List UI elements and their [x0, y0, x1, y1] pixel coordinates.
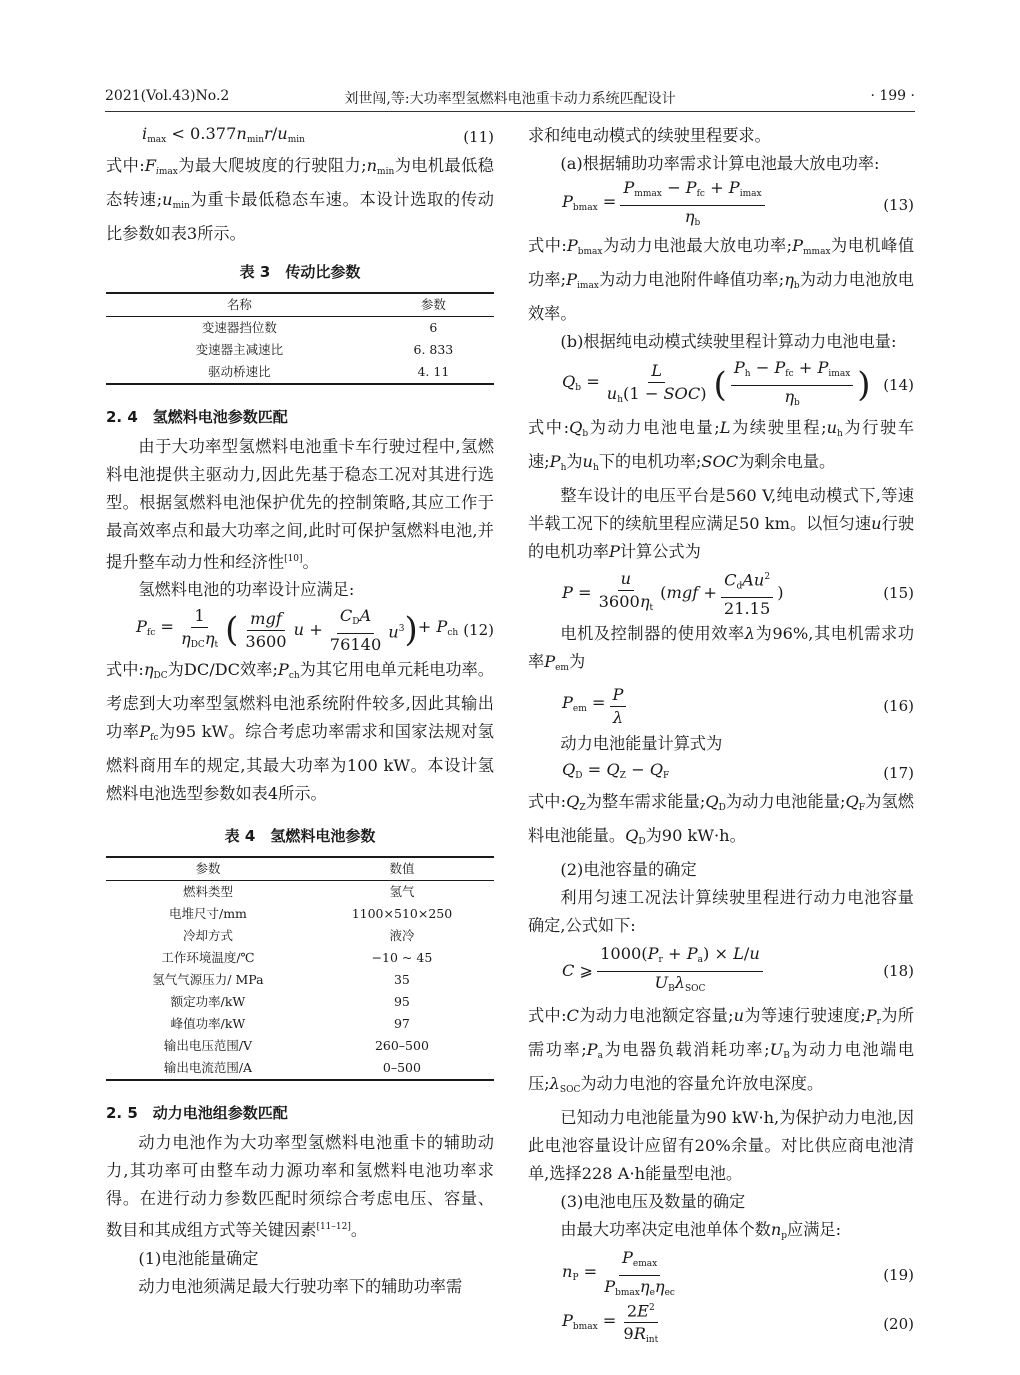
equation-15: P = $\frac{u}{3600\eta_t}$ (mgf + $\frac{C_dAu^2}{21.15}$ ) (15)	[562, 568, 914, 619]
table-cell: 驱动桥速比	[106, 361, 373, 384]
paragraph: 动力电池须满足最大行驶功率下的辅助功率需	[138, 1276, 463, 1296]
table-cell: 0–500	[310, 1057, 494, 1080]
paragraph: (a)根据辅助功率需求计算电池最大放电功率:	[560, 154, 880, 173]
table-row	[106, 925, 494, 947]
paragraph: (2)电池容量的确定	[560, 860, 697, 879]
equation-19: $n_P$ = $\frac{P_{emax}}{P_{bmax}\eta_e\eta_{ec}}$ (19)	[562, 1247, 914, 1298]
table-header: 参数	[373, 293, 494, 317]
table-cell: 1100×510×250	[351, 906, 453, 922]
equation-17: $Q_D = Q_Z - Q_F$ (17)	[528, 758, 914, 788]
table-cell: 燃料类型	[182, 884, 233, 900]
table-row	[106, 339, 494, 361]
paragraph: 式中$:\eta_{DC}$为DC/DC效率$;P_{ch}$为其它用电单元耗电功率。考虑到大功率型氢燃料电池系统附件较多,因此其输出功率$P_{fc}$为95 kW。综合考虑功率需求和国家法规对氢燃料商用车的规定,其最大功率为100 kW。本设计氢燃料电池选型参数如表4所示。	[106, 660, 494, 804]
equation-number: (19)	[883, 1266, 914, 1284]
paragraph: 已知动力电池能量为90 kW·h,为保护动力电池,因此电池容量设计应留有20%余量。对比供应商电池清单,选择228 A·h能量型电池。	[528, 1108, 914, 1183]
equation-number: (16)	[883, 697, 914, 715]
paragraph: 式中:C为动力电池额定容量;u为等速行驶速度$;P_r$为所需功率$;P_a$为电器负载消耗功率$;U_B$为动力电池端电压$;\lambda_{SOC}$为动力电池的容量允许放电深度。	[528, 1006, 915, 1095]
table-cell: 氢气	[389, 884, 415, 900]
table-cell: 95	[393, 994, 410, 1010]
table-cell: 变速器挡位数	[201, 320, 277, 335]
paragraph: (3)电池电压及数量的确定	[560, 1192, 746, 1211]
paragraph: 式中$:P_{bmax}$为动力电池最大放电功率$;P_{mmax}$为电机峰值功率$;P_{imax}$为动力电池附件峰值功率$;\eta_b$为动力电池放电效率。	[528, 236, 915, 323]
table-header: 数值	[310, 857, 494, 881]
equation-11: $i_{max} < 0.377n_{min}r/u_{min}$ (11)	[106, 122, 494, 152]
table-3	[106, 292, 494, 385]
equation-12: $P_{fc}$ = $\frac{1}{\eta_{DC}\eta_t}$ ( $\frac{\text{mgf}}{3600}$ u + $\frac{C_DA}{76140}$ $u^3$ ) + $P_{ch}$ (12)	[136, 605, 494, 654]
table-cell: 峰值功率/kW	[170, 1016, 246, 1032]
table-cell: 6	[429, 320, 438, 335]
paragraph: 式中$:Q_b$为动力电池电量;L为续驶里程$;u_h$为行驶车速$;P_h$为$u_h$下的电机功率;SOC为剩余电量。	[528, 418, 914, 473]
equation-13: $P_{bmax}$ = $\frac{P_{mmax} - P_{fc} + P_{imax}}{\eta_b}$ (13)	[562, 177, 914, 228]
table-row	[106, 1035, 494, 1057]
equation-number: (17)	[883, 764, 914, 782]
table-cell: 97	[393, 1016, 410, 1032]
table-4	[106, 856, 494, 1081]
table-cell: −10 ~ 45	[371, 950, 433, 966]
table-cell: 氢气气源压力/ MPa	[152, 972, 264, 988]
table-caption: 表 3 传动比参数	[239, 263, 361, 281]
equation-number: (18)	[883, 962, 914, 980]
table-cell: 冷却方式	[182, 928, 233, 944]
running-header	[105, 88, 915, 110]
left-column	[106, 122, 494, 1301]
table-cell: 4. 11	[373, 361, 494, 384]
equation-number: (13)	[883, 196, 914, 214]
page-number: · 199 ·	[870, 88, 915, 104]
table-cell: 6. 833	[413, 342, 454, 357]
paragraph: 动力电池作为大功率型氢燃料电池重卡的辅助动力,其功率可由整车动力源功率和氢燃料电池功率求得。在进行动力参数匹配时须综合考虑电压、容量、数目和其成组方式等关键因素[11–12]。	[106, 1133, 494, 1240]
equation-number: (11)	[463, 128, 494, 146]
section-heading: 2. 5 动力电池组参数匹配	[106, 1104, 288, 1123]
table-cell: 输出电压范围/V	[163, 1038, 253, 1054]
table-caption: 表 4 氢燃料电池参数	[224, 827, 376, 846]
table-cell: 35	[393, 972, 410, 988]
table-row	[106, 991, 494, 1013]
table-cell: 额定功率/kW	[170, 994, 246, 1010]
paragraph: (b)根据纯电动模式续驶里程计算动力电池电量:	[560, 332, 897, 351]
paragraph: 电机及控制器的使用效率λ为96%,其电机需求功率$P_{em}$为	[528, 624, 915, 673]
table-cell: 260–500	[374, 1038, 429, 1054]
paragraph: 动力电池能量计算式为	[560, 734, 723, 753]
paragraph: 整车设计的电压平台是560 V,纯电动模式下,等速半载工况下的续航里程应满足50 km。以恒匀速u行驶的电机功率P计算公式为	[528, 486, 915, 561]
equation-16: $P_{em}$ = $\frac{P}{\lambda}$ (16)	[562, 684, 914, 727]
section-heading: 2. 4 氢燃料电池参数匹配	[106, 408, 288, 426]
paragraph: (1)电池能量确定	[138, 1248, 259, 1268]
equation-number: (12)	[463, 621, 494, 640]
header-rule	[105, 111, 915, 112]
table-cell: 电堆尺寸/mm	[168, 906, 247, 922]
equation-18: C ⩾ $\frac{1000(P_r + P_a) \times L/u}{U_B\lambda_{SOC}}$ (18)	[562, 943, 914, 994]
table-row	[106, 361, 494, 384]
equation-20: $P_{bmax}$ = $\frac{2E^2}{9R_{int}}$ (20)	[528, 1300, 914, 1348]
table-cell: 变速器主减速比	[195, 342, 284, 357]
table-row	[106, 1013, 494, 1035]
table-row	[106, 1057, 494, 1080]
paragraph: 式中$:Q_Z$为整车需求能量$;Q_D$为动力电池能量$;Q_F$为氢燃料电池能量。$Q_D$为90 kW·h。	[528, 792, 914, 847]
equation-number: (14)	[883, 376, 914, 394]
paragraph: 式中$:F_{imax}$为最大爬坡度的行驶阻力$;n_{min}$为电机最低稳态转速$;u_{min}$为重卡最低稳态车速。本设计选取的传动比参数如表3所示。	[106, 156, 494, 243]
paragraph: 由于大功率型氢燃料电池重卡车行驶过程中,氢燃料电池提供主驱动力,因此先基于稳态工况对其进行选型。根据氢燃料电池保护优先的控制策略,其应工作于最高效率点和最大功率之间,此时可保护氢燃料电池,并提升整车动力性和经济性[10]。	[106, 437, 494, 572]
table-row	[106, 969, 494, 991]
journal-issue: 2021(Vol.43)No.2	[105, 88, 230, 104]
table-header: 参数	[106, 857, 310, 881]
table-cell: 输出电流范围/A	[106, 1057, 310, 1080]
table-cell: 液冷	[389, 928, 415, 944]
table-header: 名称	[106, 293, 373, 317]
table-cell: 工作环境温度/℃	[161, 950, 255, 966]
right-column	[528, 122, 914, 1348]
table-row	[106, 947, 494, 969]
paragraph: 利用匀速工况法计算续驶里程进行动力电池容量确定,公式如下:	[528, 888, 914, 935]
table-row	[106, 881, 494, 904]
article-running-title: 刘世闯,等:大功率型氢燃料电池重卡动力系统匹配设计	[344, 91, 676, 107]
equation-number: (15)	[883, 584, 914, 602]
equation-number: (20)	[883, 1315, 914, 1333]
paragraph: 氢燃料电池的功率设计应满足:	[138, 580, 355, 600]
paragraph: 由最大功率决定电池单体个数$n_p$应满足:	[560, 1220, 842, 1241]
table-row	[106, 317, 494, 340]
paragraph: 求和纯电动模式的续驶里程要求。	[528, 126, 771, 145]
table-row	[106, 903, 494, 925]
equation-14: $Q_b$ = $\frac{L}{u_h(1 - SOC)}$ ( $\frac{P_h - P_{fc} + P_{imax}}{\eta_b}$ ) (14)	[562, 357, 914, 408]
